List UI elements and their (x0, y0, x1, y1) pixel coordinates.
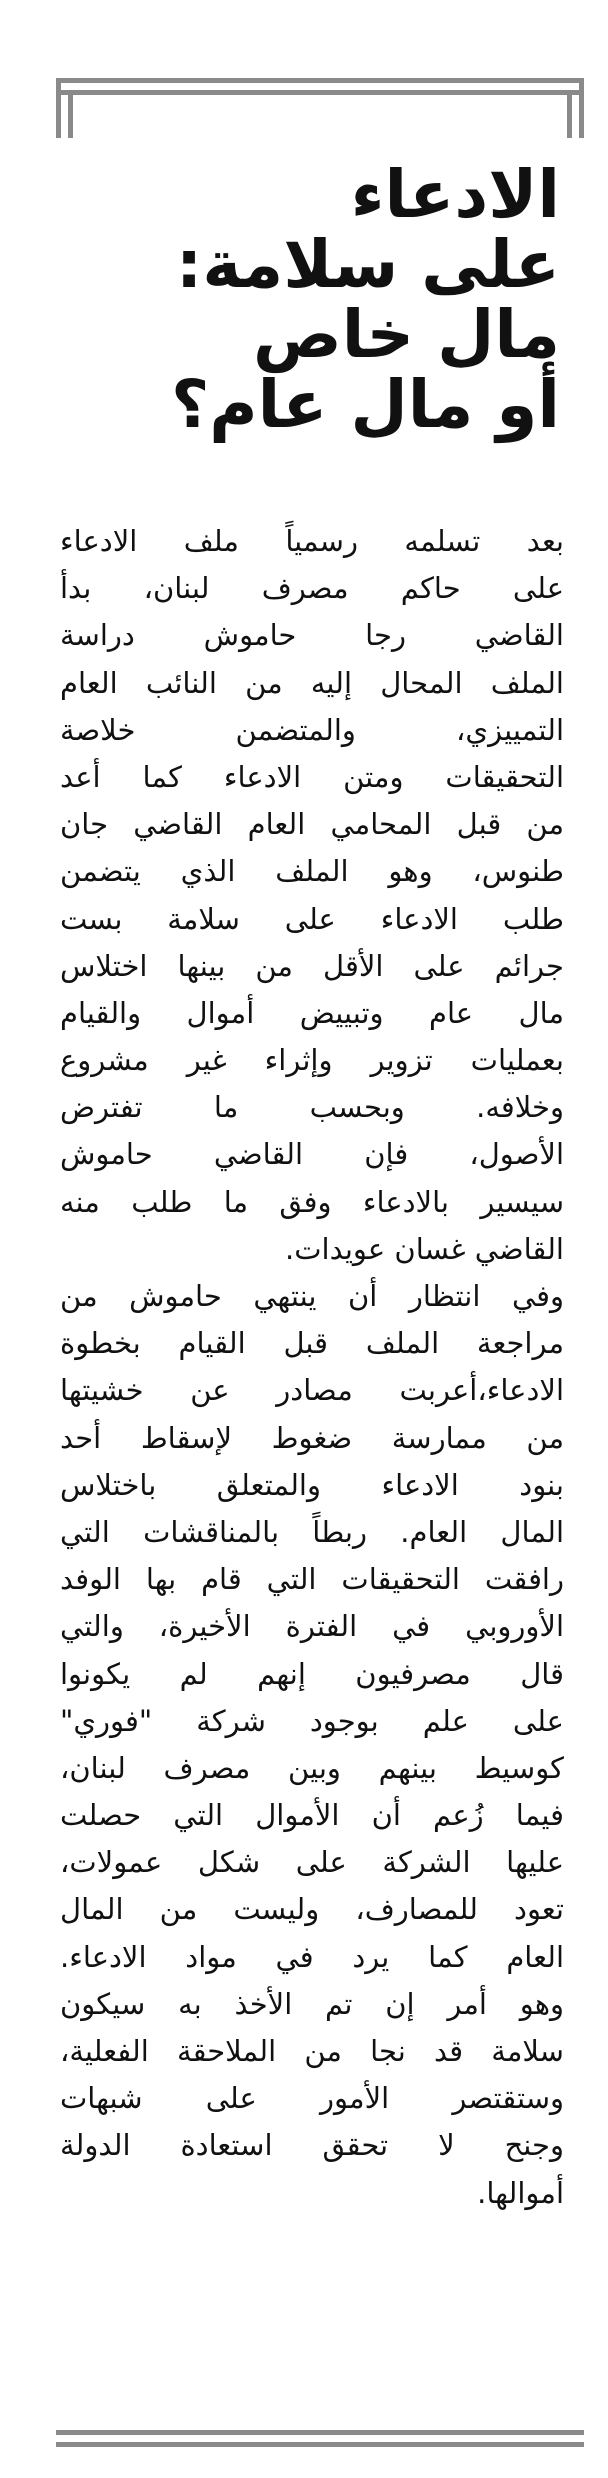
article-line: الأوروبي في الفترة الأخيرة، والتي (60, 1609, 564, 1644)
article-line: بعد تسلمه رسمياً ملف الادعاء (60, 524, 564, 558)
article-line: جرائم على الأقل من بينها اختلاس (60, 948, 564, 983)
article-body (60, 518, 564, 2217)
article-line: على حاكم مصرف لبنان، بدأ (60, 571, 564, 606)
bottom-rule-outer (56, 2430, 584, 2435)
article-line: سلامة قد نجا من الملاحقة الفعلية، (60, 2034, 564, 2068)
article-line: سيسير بالادعاء وفق ما طلب منه (60, 1184, 564, 1219)
headline (56, 156, 560, 443)
article-line: التحقيقات ومتن الادعاء كما أعد (60, 759, 564, 794)
article-line: مال عام وتبييض أموال والقيام (60, 995, 564, 1030)
article-line: عليها الشركة على شكل عمولات، (60, 1845, 564, 1880)
article-line: كوسيط بينهم وبين مصرف لبنان، (60, 1750, 564, 1785)
article-line: طلب الادعاء على سلامة بست (60, 901, 564, 936)
article-line: بنود الادعاء والمتعلق باختلاس (60, 1467, 564, 1502)
headline-line-4: أو مال عام؟ (170, 366, 560, 443)
article-line: من قبل المحامي العام القاضي جان (60, 807, 564, 842)
article-line: طنوس، وهو الملف الذي يتضمن (60, 854, 564, 889)
article-line: بعمليات تزوير وإثراء غير مشروع (60, 1043, 564, 1078)
article-line: الادعاء،أعربت مصادر عن خشيتها (60, 1373, 564, 1408)
article-line: العام كما يرد في مواد الادعاء. (60, 1939, 564, 1974)
article-line: تعود للمصارف، وليست من المال (60, 1892, 564, 1927)
frame-left-outer (56, 78, 61, 138)
article-line: الأصول، فإن القاضي حاموش (60, 1137, 564, 1172)
headline-line-1: الادعاء (350, 156, 560, 233)
top-rule-outer (56, 78, 584, 83)
bottom-rule (56, 2430, 584, 2450)
article-line: أموالها. (477, 2175, 564, 2210)
article-line: فيما زُعم أن الأموال التي حصلت (60, 1798, 564, 1833)
frame-right-inner (567, 90, 572, 138)
top-frame-rule (56, 78, 584, 138)
article-line: الملف المحال إليه من النائب العام (60, 665, 564, 700)
frame-right-outer (579, 78, 584, 138)
article-line: قال مصرفيون إنهم لم يكونوا (60, 1656, 564, 1691)
article-line: القاضي غسان عويدات. (285, 1231, 564, 1266)
article-line: المال العام. ربطاً بالمناقشات التي (60, 1514, 564, 1549)
headline-line-2: على سلامة: (175, 226, 560, 303)
article-line: من ممارسة ضغوط لإسقاط أحد (60, 1420, 564, 1455)
article-line: رافقت التحقيقات التي قام بها الوفد (60, 1562, 564, 1597)
headline-line-3: مال خاص (252, 296, 560, 373)
article-line: وفي انتظار أن ينتهي حاموش من (60, 1279, 564, 1313)
frame-left-inner (68, 90, 73, 138)
bottom-rule-inner (56, 2442, 584, 2447)
article-line: وجنح لا تحقق استعادة الدولة (60, 2128, 564, 2163)
article-line: وخلافه. وبحسب ما تفترض (60, 1090, 564, 1125)
article-line: القاضي رجا حاموش دراسة (60, 618, 564, 653)
article-line: على علم بوجود شركة "فوري" (60, 1703, 564, 1738)
article-line: وهو أمر إن تم الأخذ به سيكون (60, 1986, 564, 2021)
top-rule-inner (56, 90, 584, 95)
article-line: التمييزي، والمتضمن خلاصة (60, 712, 564, 747)
article-line: وستقتصر الأمور على شبهات (60, 2081, 564, 2116)
article-line: مراجعة الملف قبل القيام بخطوة (60, 1326, 564, 1361)
